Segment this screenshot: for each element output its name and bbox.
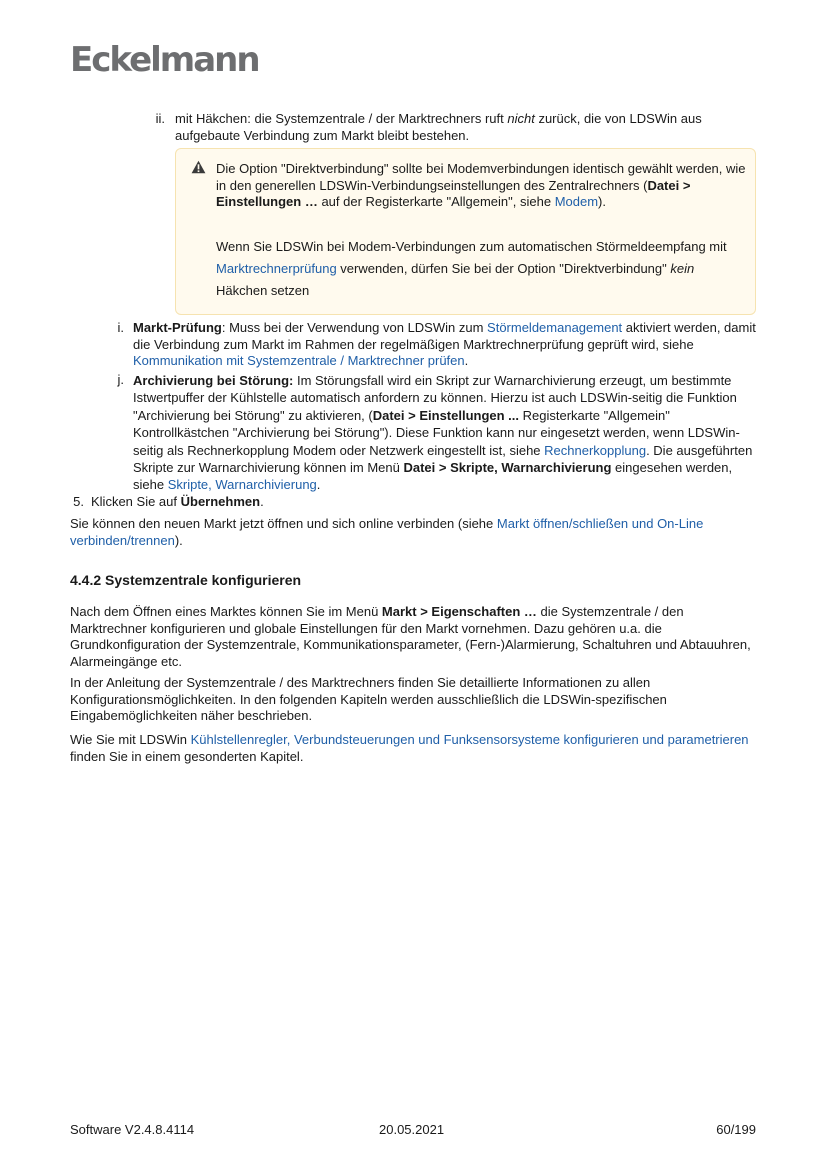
section-heading: 4.4.2 Systemzentrale konfigurieren xyxy=(70,572,302,588)
section-paragraph-2: In der Anleitung der Systemzentrale / des Marktrechners finden Sie detaillierte Informationen zu allen Konfigurationsmöglichkeiten. In den folgenden Kapiteln werden ausschließlich die LDSWin-spezifischen Eingabemöglichkeiten näher beschrieben. xyxy=(70,675,667,723)
list-marker-j: j. xyxy=(117,372,124,387)
link-kommunikation-pruefen[interactable]: Kommunikation mit Systemzentrale / Marktrechner prüfen xyxy=(133,353,465,368)
link-markt-oeffnen[interactable]: Markt öffnen/schließen und On-Line verbinden/trennen xyxy=(70,516,704,548)
list-item-ii: mit Häkchen: die Systemzentrale / der Marktrechners ruft nicht zurück, die von LDSWin aus aufgebaute Verbindung zum Markt bleibt bestehen. xyxy=(175,111,702,143)
eckelmann-logo: Eckelmann xyxy=(70,40,259,80)
link-rechnerkopplung[interactable]: Rechnerkopplung xyxy=(544,442,647,458)
warning-box xyxy=(175,148,756,315)
link-marktrechnerpruefung[interactable]: Marktrechnerprüfung xyxy=(216,261,337,276)
link-kuehlstellenregler[interactable]: Kühlstellenregler, Verbundsteuerungen und Funksensorsysteme konfigurieren und parametrieren xyxy=(190,732,749,747)
link-modem[interactable]: Modem xyxy=(554,194,599,209)
list-marker-ii: ii. xyxy=(155,111,165,126)
list-item-markt-pruefung: Markt-Prüfung: Muss bei der Verwendung von LDSWin zum Störmeldemanagement aktiviert werden, damit die Verbindung zum Markt im Rahmen der regelmäßigen Marktrechnerprüfung geprüft wird, siehe Kommunikation mit Systemzentrale / Marktrechner prüfen. xyxy=(133,320,756,368)
warning-icon xyxy=(191,160,206,174)
list-marker-5: 5. xyxy=(73,494,84,509)
footer-date: 20.05.2021 xyxy=(379,1122,445,1137)
footer-software-version: Software V2.4.8.4114 xyxy=(70,1122,195,1137)
list-item-archivierung: Archivierung bei Störung: Im Störungsfall wird ein Skript zur Warnarchivierung erzeugt, um bestimmte Istwertpuffer der Kühlstelle automatisch anfordern zu können. Hierzu ist auch LDSWin-seitig die Funktion "Archivierung bei Störung" zu aktivieren, (Datei > Einstellungen ... Registerkarte "Allgemein" Kontrollkästchen "Archivierung bei Störung"). Diese Funktion kann nur eingesetzt werden, wenn LDSWin-seitig als Rechnerkopplung Modem oder Netzwerk eingestellt ist, siehe Rechnerkopplung. Die ausgeführten Skripte zur Warnarchivierung können im Menü Datei > Skripte, Warnarchivierung eingesehen werden, siehe Skripte, Warnarchivierung. xyxy=(133,373,753,493)
section-paragraph-3: Wie Sie mit LDSWin Kühlstellenregler, Verbundsteuerungen und Funksensorsysteme konfigurieren und parametrieren finden Sie in einem gesonderten Kapitel. xyxy=(70,732,749,764)
warning-paragraph-1: Die Option "Direktverbindung" sollte bei Modemverbindungen identisch gewählt werden, wie in den generellen LDSWin-Verbindungseinstellungen des Zentralrechners (Datei > Einstellungen … auf der Registerkarte "Allgemein", siehe Modem). xyxy=(216,161,746,209)
footer-page-number: 60/199 xyxy=(716,1122,756,1137)
link-stoermeldemanagement[interactable]: Störmeldemanagement xyxy=(487,320,623,335)
link-skripte-warnarchivierung[interactable]: Skripte, Warnarchivierung xyxy=(167,477,317,493)
section-paragraph-1: Nach dem Öffnen eines Marktes können Sie im Menü Markt > Eigenschaften … die Systemzentrale / den Marktrechner konfigurieren und globale Einstellungen für den Markt vornehmen. Dazu gehören u.a. die Grundkonfiguration der Systemzentrale, Kommunikationsparameter, (Fern-)Alarmierung, Schaltuhren und Abtauuhren, Alarmeingänge etc. xyxy=(70,604,751,669)
step-5: Klicken Sie auf Übernehmen. xyxy=(91,494,264,509)
list-marker-i: i. xyxy=(117,320,124,335)
paragraph-online: Sie können den neuen Markt jetzt öffnen und sich online verbinden (siehe Markt öffnen/schließen und On-Line verbinden/trennen). xyxy=(70,516,704,548)
warning-paragraph-2: Wenn Sie LDSWin bei Modem-Verbindungen zum automatischen Störmeldeempfang mit Marktrechnerprüfung verwenden, dürfen Sie bei der Option "Direktverbindung" kein Häkchen setzen xyxy=(216,239,727,298)
